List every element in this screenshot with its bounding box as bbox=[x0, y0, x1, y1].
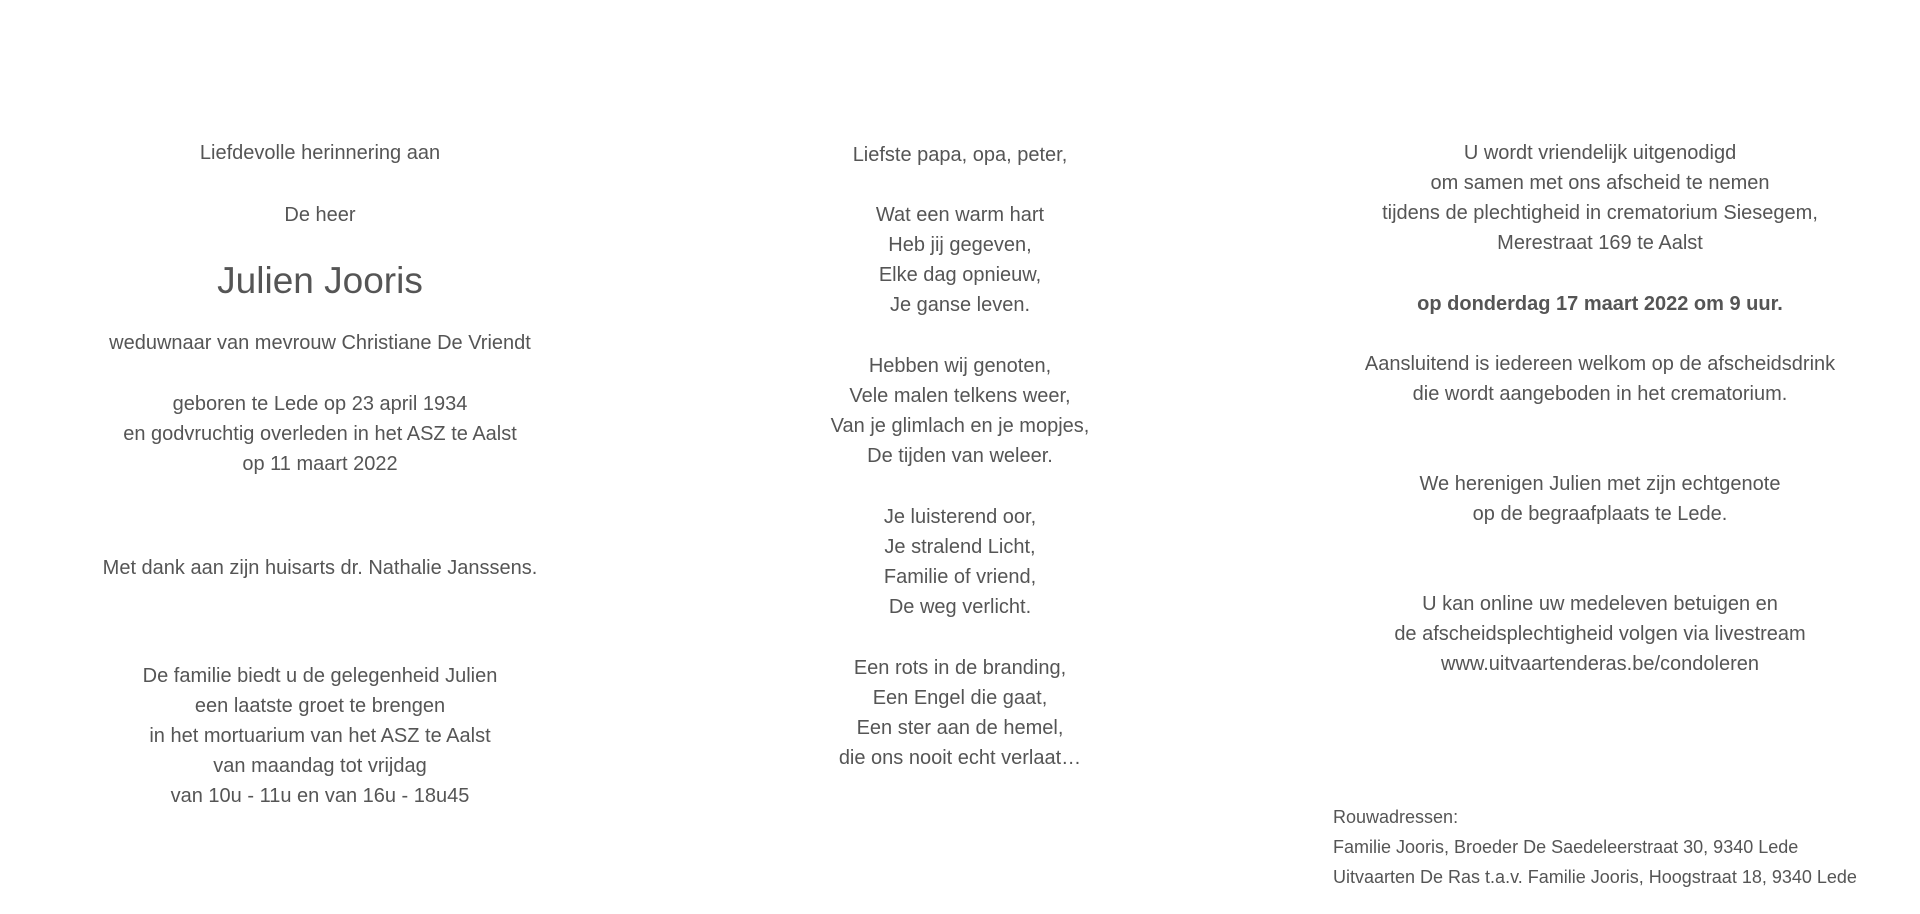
poem-line: Een rots in de branding, bbox=[853, 657, 1067, 679]
address-line: Familie Jooris, Broeder De Saedeleerstraat 30, 9340 Lede bbox=[1333, 837, 1799, 857]
poem-line: De tijden van weleer. bbox=[867, 445, 1053, 467]
visit-line: een laatste groet te brengen bbox=[194, 695, 446, 717]
poem-line: Vele malen telkens weer, bbox=[849, 385, 1071, 407]
invite-line: U wordt vriendelijk uitgenodigd bbox=[1463, 142, 1737, 164]
poem-line: Elke dag opnieuw, bbox=[878, 264, 1042, 286]
intro-text: Liefdevolle herinnering aan bbox=[199, 142, 441, 164]
burial-line: We herenigen Julien met zijn echtgenote bbox=[1419, 473, 1781, 495]
title-text: De heer bbox=[284, 204, 356, 226]
drink-line: die wordt aangeboden in het crematorium. bbox=[1412, 383, 1788, 405]
poem-greeting: Liefste papa, opa, peter, bbox=[852, 144, 1068, 166]
poem-line: Je stralend Licht, bbox=[884, 536, 1036, 558]
widower-text: weduwnaar van mevrouw Christiane De Vriendt bbox=[109, 332, 531, 354]
visit-line: van maandag tot vrijdag bbox=[213, 755, 427, 777]
mourning-addresses bbox=[1333, 802, 1857, 892]
condolence-url: www.uitvaartenderas.be/condoleren bbox=[1441, 653, 1759, 675]
poem-line: die ons nooit echt verlaat… bbox=[838, 747, 1082, 769]
visit-line: in het mortuarium van het ASZ te Aalst bbox=[149, 725, 491, 747]
address-line: Uitvaarten De Ras t.a.v. Familie Jooris, Hoogstraat 18, 9340 Lede bbox=[1333, 867, 1857, 887]
invite-line: Merestraat 169 te Aalst bbox=[1497, 232, 1703, 254]
poem-line: Een ster aan de hemel, bbox=[856, 717, 1064, 739]
poem-line: Een Engel die gaat, bbox=[872, 687, 1048, 709]
visit-line: van 10u - 11u en van 16u - 18u45 bbox=[170, 785, 470, 807]
poem-line: Wat een warm hart bbox=[875, 204, 1045, 226]
poem-line: Familie of vriend, bbox=[883, 566, 1037, 588]
died-text: en godvruchtig overleden in het ASZ te Aalst bbox=[123, 423, 517, 445]
online-line: U kan online uw medeleven betuigen en bbox=[1422, 593, 1778, 615]
visit-line: De familie biedt u de gelegenheid Julien bbox=[142, 665, 498, 687]
born-text: geboren te Lede op 23 april 1934 bbox=[172, 393, 468, 415]
poem-line: Van je glimlach en je mopjes, bbox=[830, 415, 1090, 437]
addresses-heading: Rouwadressen: bbox=[1333, 807, 1459, 827]
died-date-text: op 11 maart 2022 bbox=[242, 453, 398, 475]
poem-line: Je luisterend oor, bbox=[883, 506, 1037, 528]
burial-line: op de begraafplaats te Lede. bbox=[1472, 503, 1728, 525]
poem-line: Je ganse leven. bbox=[889, 294, 1031, 316]
online-line: de afscheidsplechtigheid volgen via livestream bbox=[1394, 623, 1806, 645]
poem-line: De weg verlicht. bbox=[888, 596, 1032, 618]
poem-line: Hebben wij genoten, bbox=[868, 355, 1052, 377]
invite-line: om samen met ons afscheid te nemen bbox=[1430, 172, 1770, 194]
invite-line: tijdens de plechtigheid in crematorium Siesegem, bbox=[1382, 202, 1818, 224]
poem-line: Heb jij gegeven, bbox=[888, 234, 1032, 256]
drink-line: Aansluitend is iedereen welkom op de afscheidsdrink bbox=[1364, 353, 1836, 375]
thanks-text: Met dank aan zijn huisarts dr. Nathalie Janssens. bbox=[102, 557, 538, 579]
deceased-name: Julien Jooris bbox=[217, 260, 423, 301]
ceremony-date: op donderdag 17 maart 2022 om 9 uur. bbox=[1417, 293, 1783, 315]
